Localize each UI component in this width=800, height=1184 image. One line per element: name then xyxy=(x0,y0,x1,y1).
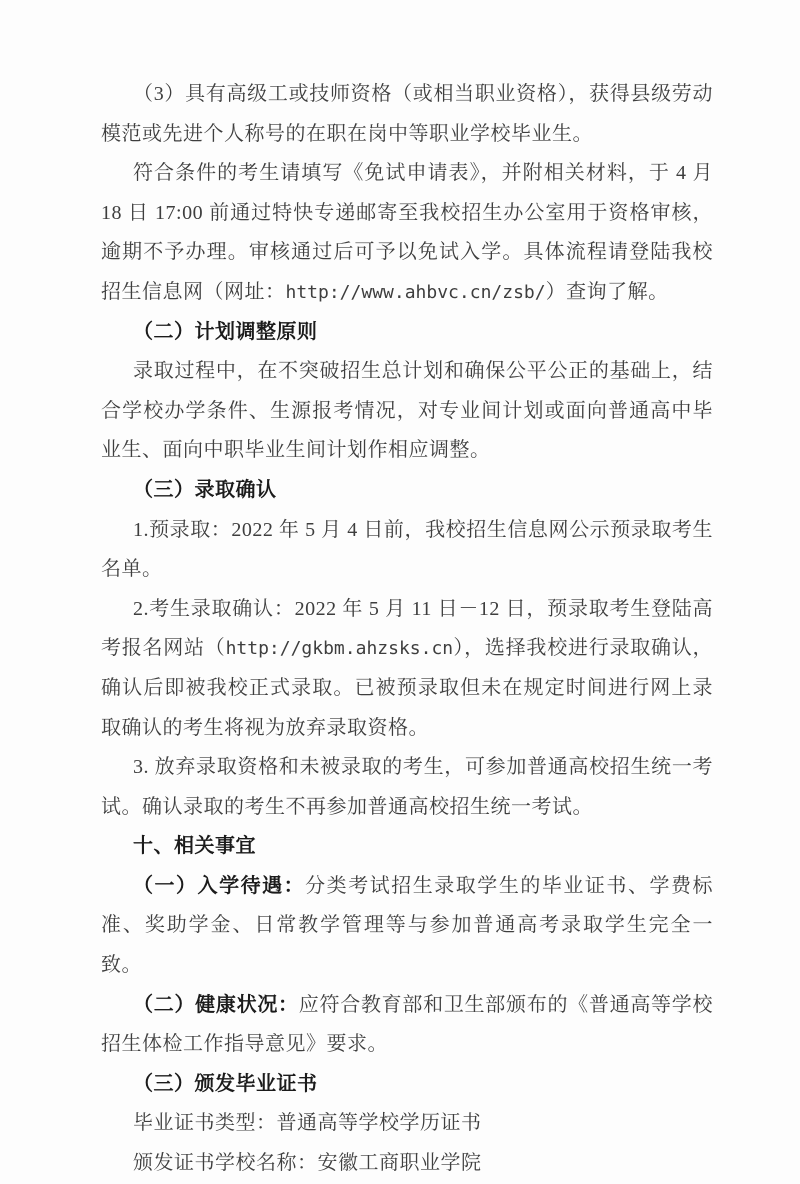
section-heading xyxy=(101,827,713,867)
paragraph xyxy=(101,748,713,827)
paragraph xyxy=(101,867,713,986)
body-text: 毕业证书类型：普通高等学校学历证书 xyxy=(133,1112,482,1135)
body-text: 3. 放弃录取资格和未被录取的考生，可参加普通高校招生统一考试。确认录取的考生不再参加普通高校招生统一考试。 xyxy=(101,756,713,818)
paragraph xyxy=(101,1144,713,1184)
bold-text: （三）颁发毕业证书 xyxy=(133,1072,318,1095)
paragraph xyxy=(101,352,713,471)
body-text: 2.考生录取确认：2022 年 5 月 11 日－12 日，预录取考生登陆高考报名网站（ xyxy=(101,597,713,660)
body-text: （3）具有高级工或技师资格（或相当职业资格），获得县级劳动模范或先进个人称号的在职在岗中等职业学校毕业生。 xyxy=(101,83,713,145)
body-text: 颁发证书学校名称：安徽工商职业学院 xyxy=(133,1152,482,1175)
paragraph xyxy=(101,590,713,748)
bold-text: 十、相关事宜 xyxy=(133,835,256,858)
url-text: http://gkbm.ahzsks.cn xyxy=(225,638,454,660)
body-text: 应符合教育部和卫生部颁布的《普通高等学校招生体检工作指导意见》要求。 xyxy=(101,993,714,1056)
paragraph xyxy=(101,511,713,590)
bold-text: （二）计划调整原则 xyxy=(133,320,318,343)
section-heading xyxy=(101,1065,713,1105)
paragraph xyxy=(101,154,713,312)
bold-text: （三）录取确认 xyxy=(133,478,277,501)
body-text: ），选择我校进行录取确认，确认后即被我校正式录取。已被预录取但未在规定时间进行网上录取确认的考生将视为放弃录取资格。 xyxy=(101,637,714,739)
paragraph xyxy=(101,75,713,154)
bold-text: （二）健康状况： xyxy=(133,993,299,1016)
bold-text: （一）入学待遇： xyxy=(133,874,306,897)
section-heading xyxy=(101,471,713,511)
document-body xyxy=(101,75,713,1184)
url-text: http://www.ahbvc.cn/zsb/ xyxy=(285,281,546,303)
body-text: 录取过程中，在不突破招生总计划和确保公平公正的基础上，结合学校办学条件、生源报考情况，对专业间计划或面向普通高中毕业生、面向中职毕业生间计划作相应调整。 xyxy=(101,360,713,462)
body-text: ）查询了解。 xyxy=(545,280,669,303)
paragraph xyxy=(101,1104,713,1144)
body-text: 符合条件的考生请填写《免试申请表》，并附相关材料，于 4 月 18 日 17:00 前通过特快专递邮寄至我校招生办公室用于资格审核，逾期不予办理。审核通过后可予以免试入学。具体流程请登陆我校招生信息网（网址： xyxy=(101,162,713,303)
body-text: 分类考试招生录取学生的毕业证书、学费标准、奖助学金、日常教学管理等与参加普通高考录取学生完全一致。 xyxy=(101,874,714,977)
section-heading xyxy=(101,313,713,353)
paragraph xyxy=(101,986,713,1065)
body-text: 1.预录取：2022 年 5 月 4 日前，我校招生信息网公示预录取考生名单。 xyxy=(101,518,713,581)
